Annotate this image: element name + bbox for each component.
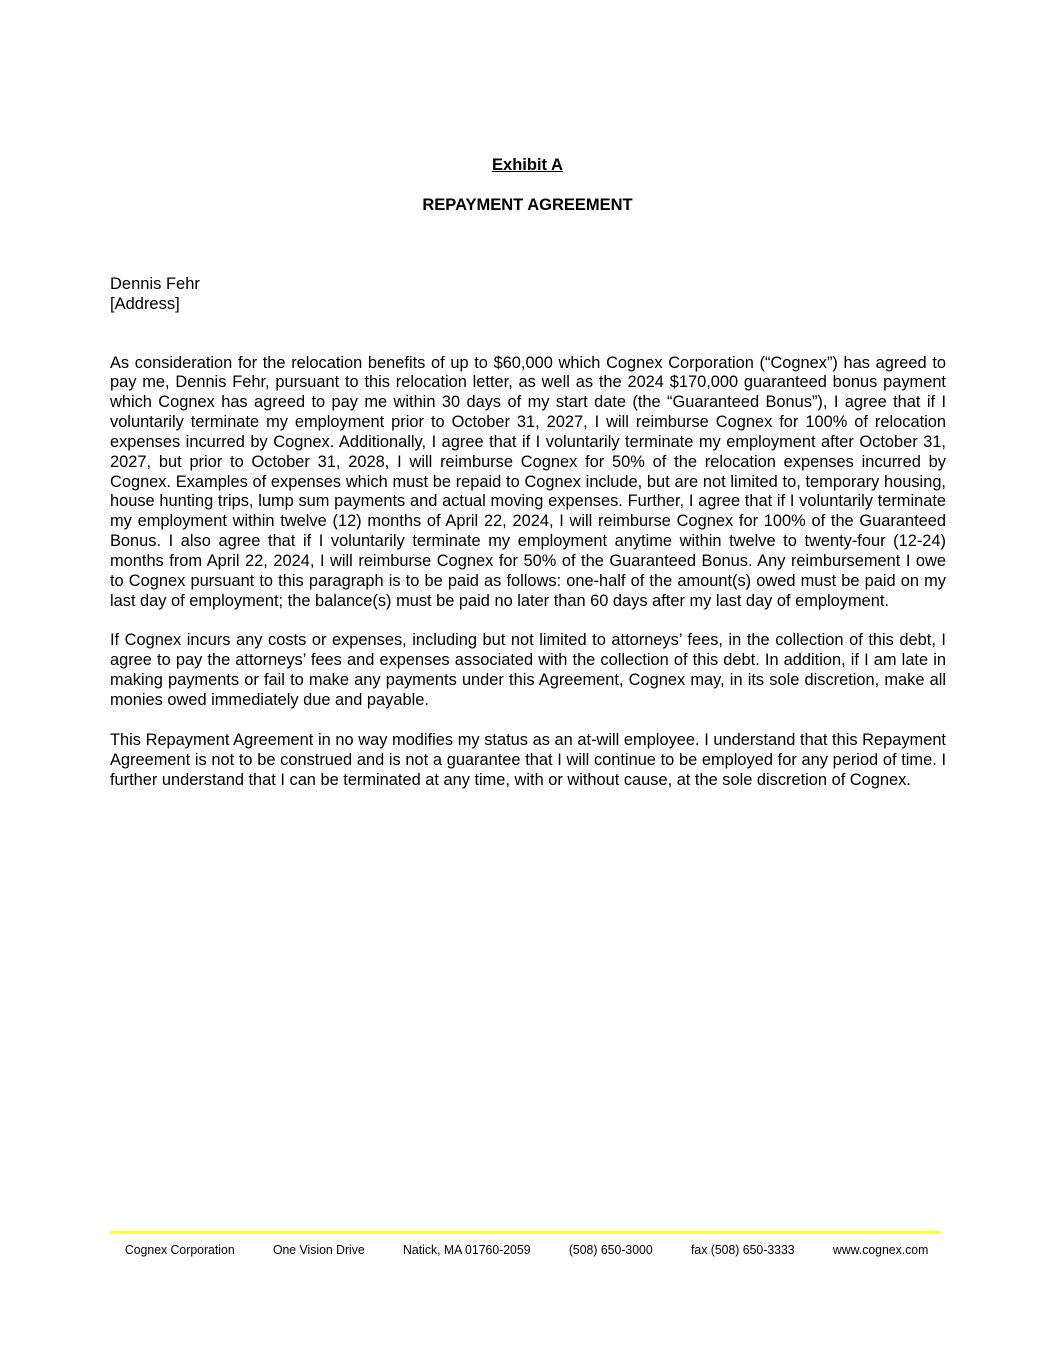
footer-divider	[110, 1231, 941, 1234]
letterhead-footer	[110, 1241, 940, 1259]
footer-website: www.cognex.com	[832, 1242, 929, 1257]
document-title: REPAYMENT AGREEMENT	[422, 196, 633, 214]
footer-phone: (508) 650-3000	[568, 1242, 653, 1257]
footer-fax: fax (508) 650-3333	[690, 1242, 795, 1257]
paragraph-relocation-terms: As consideration for the relocation benefits of up to $60,000 which Cognex Corporation (“Cognex”) has agreed to pay me, Dennis Fehr, pursuant to this relocation letter, as well as the 2024 $170,000 guaranteed bonus payment which Cognex has agreed to pay me within 30 days of my start date (the “Guaranteed Bonus”), I agree that if I voluntarily terminate my employment prior to October 31, 2027, I will reimburse Cognex for 100% of relocation expenses incurred by Cognex. Additionally, I agree that if I voluntarily terminate my employment after October 31, 2027, but prior to October 31, 2028, I will reimburse Cognex for 50% of the relocation expenses incurred by Cognex. Examples of expenses which must be repaid to Cognex include, but are not limited to, temporary housing, house hunting trips, lump sum payments and actual moving expenses. Further, I agree that if I voluntarily terminate my employment within twelve (12) months of April 22, 2024, I will reimburse Cognex for 100% of the Guaranteed Bonus. I also agree that if I voluntarily terminate my employment anytime within twelve to twenty-four (12-24) months from April 22, 2024, I will reimburse Cognex for 50% of the Guaranteed Bonus. Any reimbursement I owe to Cognex pursuant to this paragraph is to be paid as follows: one-half of the amount(s) owed must be paid on my last day of employment; the balance(s) must be paid no later than 60 days after my last day of employment.	[110, 353, 946, 610]
footer-street: One Vision Drive	[272, 1242, 365, 1257]
exhibit-heading: Exhibit A	[492, 156, 563, 174]
footer-company: Cognex Corporation	[124, 1242, 235, 1257]
addressee-name: Dennis Fehr	[110, 275, 200, 293]
paragraph-at-will-status: This Repayment Agreement in no way modifies my status as an at-will employee. I understand that this Repayment Agreement is not to be construed and is not a guarantee that I will continue to be employed for any period of time. I further understand that I can be terminated at any time, with or without cause, at the sole discretion of Cognex.	[110, 730, 946, 789]
footer-city: Natick, MA 01760-2059	[403, 1242, 531, 1257]
addressee-address: [Address]	[110, 295, 180, 313]
addressee-block	[110, 274, 200, 314]
paragraph-collection-costs: If Cognex incurs any costs or expenses, including but not limited to attorneys’ fees, in the collection of this debt, I agree to pay the attorneys’ fees and expenses associated with the collection of this debt. In addition, if I am late in making payments or fail to make any payments under this Agreement, Cognex may, in its sole discretion, make all monies owed immediately due and payable.	[110, 631, 946, 709]
agreement-body	[110, 354, 946, 811]
